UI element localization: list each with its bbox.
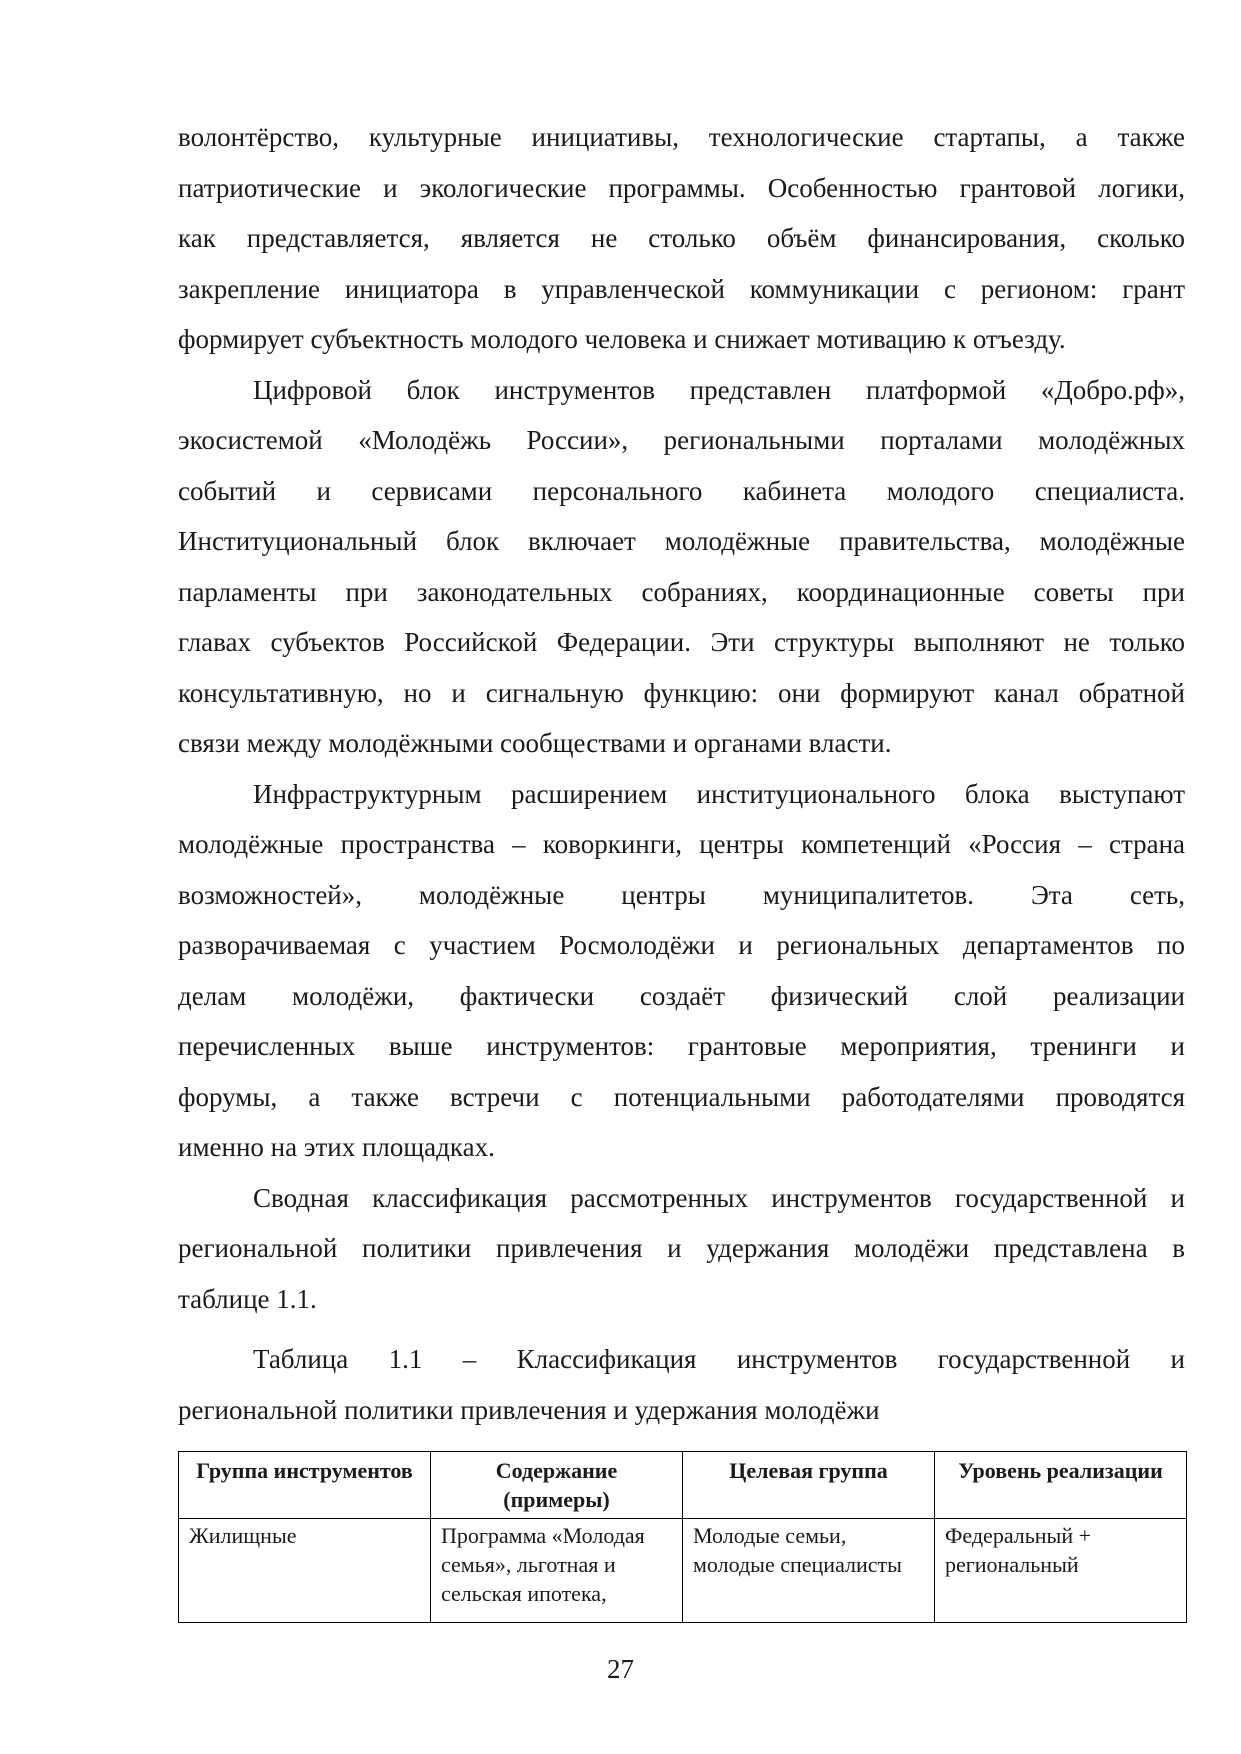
text-line: Сводная классификация рассмотренных инструментов государственной и <box>253 1182 1185 1213</box>
table-caption <box>178 1334 1185 1435</box>
caption-line: Таблица 1.1 – Классификация инструментов государственной и <box>253 1344 1185 1374</box>
text-line: экосистемой «Молодёжь России», региональными порталами молодёжных <box>178 425 1185 455</box>
table-cell: Жилищные <box>179 1519 431 1623</box>
table-cell: Федеральный + региональный <box>935 1519 1187 1623</box>
text-line: Институциональный блок включает молодёжные правительства, молодёжные <box>178 526 1185 556</box>
document-page <box>178 112 1185 1435</box>
text-line: молодёжные пространства – коворкинги, центры компетенций «Россия – страна <box>178 829 1185 859</box>
page-number: 27 <box>607 1654 634 1684</box>
column-header: Содержание (примеры) <box>431 1452 683 1519</box>
text-line: связи между молодёжными сообществами и органами власти. <box>178 728 892 758</box>
text-line: возможностей», молодёжные центры муниципалитетов. Эта сеть, <box>178 879 1185 910</box>
text-line: Цифровой блок инструментов представлен платформой «Добро.рф», <box>253 374 1185 405</box>
text-line: парламенты при законодательных собраниях, координационные советы при <box>178 576 1185 607</box>
text-line: Инфраструктурным расширением институционального блока выступают <box>253 778 1185 809</box>
paragraph-3 <box>178 769 1185 1173</box>
column-header: Целевая группа <box>683 1452 935 1519</box>
text-line: событий и сервисами персонального кабинета молодого специалиста. <box>178 475 1185 506</box>
text-line: формирует субъектность молодого человека и снижает мотивацию к отъезду. <box>178 324 1066 354</box>
column-header: Уровень реализации <box>935 1452 1187 1519</box>
text-line: разворачиваемая с участием Росмолодёжи и региональных департаментов по <box>178 930 1185 960</box>
text-line: форумы, а также встречи с потенциальными работодателями проводятся <box>178 1081 1185 1112</box>
classification-table <box>178 1451 1187 1623</box>
text-line: закрепление инициатора в управленческой коммуникации с регионом: грант <box>178 273 1185 304</box>
text-line: региональной политики привлечения и удержания молодёжи представлена в <box>178 1233 1185 1263</box>
text-line: именно на этих площадках. <box>178 1132 495 1162</box>
table-cell: Молодые семьи, молодые специалисты <box>683 1519 935 1623</box>
paragraph-1 <box>178 112 1185 365</box>
paragraph-2 <box>178 365 1185 769</box>
column-header: Группа инструментов <box>179 1452 431 1519</box>
paragraph-4 <box>178 1173 1185 1325</box>
caption-line: региональной политики привлечения и удержания молодёжи <box>178 1394 880 1425</box>
table-header-row <box>179 1452 1187 1519</box>
text-line: консультативную, но и сигнальную функцию: они формируют канал обратной <box>178 677 1185 708</box>
text-line: перечисленных выше инструментов: грантовые мероприятия, тренинги и <box>178 1031 1185 1061</box>
text-line: главах субъектов Российской Федерации. Эти структуры выполняют не только <box>178 627 1185 657</box>
text-line: волонтёрство, культурные инициативы, технологические стартапы, а также <box>178 122 1185 152</box>
text-line: делам молодёжи, фактически создаёт физический слой реализации <box>178 980 1185 1011</box>
text-line: патриотические и экологические программы. Особенностью грантовой логики, <box>178 172 1185 203</box>
table-cell: Программа «Молодая семья», льготная и сельская ипотека, <box>431 1519 683 1623</box>
text-line: таблице 1.1. <box>178 1283 317 1314</box>
table-row <box>179 1519 1187 1623</box>
text-line: как представляется, является не столько объём финансирования, сколько <box>178 223 1185 253</box>
